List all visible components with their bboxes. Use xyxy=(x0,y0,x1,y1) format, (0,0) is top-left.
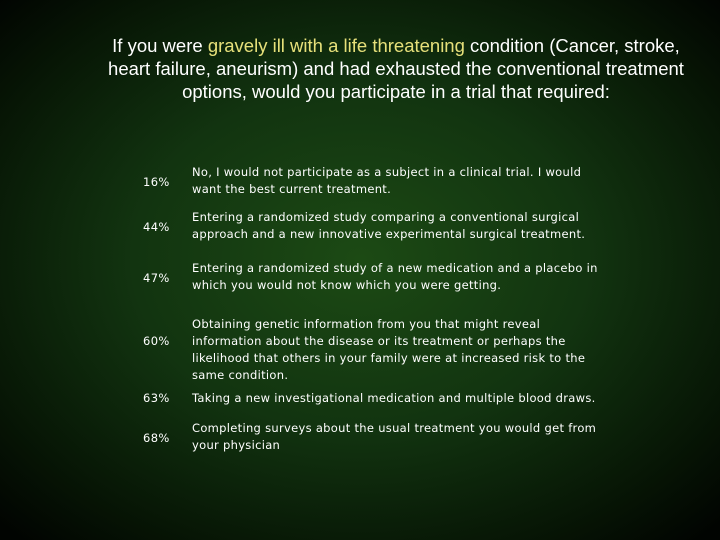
item-percent: 44% xyxy=(143,220,170,234)
item-text: Entering a randomized study of a new medication and a placebo in which you would not know which you were getting. xyxy=(192,261,598,292)
item-text: No, I would not participate as a subject in a clinical trial. I would want the best current treatment. xyxy=(192,165,582,196)
item-percent: 47% xyxy=(143,271,170,285)
title-rest: condition (Cancer, stroke, heart failure, aneurism) and had exhausted the conventional treatment options, would you participate in a trial that required: xyxy=(108,35,684,102)
title-highlight: gravely ill with a life threatening xyxy=(207,35,465,56)
item-percent: 16% xyxy=(143,175,170,189)
item-percent: 63% xyxy=(143,391,170,405)
item-text: Taking a new investigational medication and multiple blood draws. xyxy=(192,391,596,405)
slide-title xyxy=(100,34,692,103)
item-text: Completing surveys about the usual treatment you would get from your physician xyxy=(192,421,597,452)
item-percent: 68% xyxy=(143,431,170,445)
item-text: Obtaining genetic information from you that might reveal information about the disease or its treatment or perhaps the likelihood that others in your family were at increased risk to the same condition. xyxy=(192,317,586,382)
item-text: Entering a randomized study comparing a conventional surgical approach and a new innovative experimental surgical treatment. xyxy=(192,210,586,241)
item-percent: 60% xyxy=(143,334,170,348)
title-intro: If you were xyxy=(112,35,208,56)
